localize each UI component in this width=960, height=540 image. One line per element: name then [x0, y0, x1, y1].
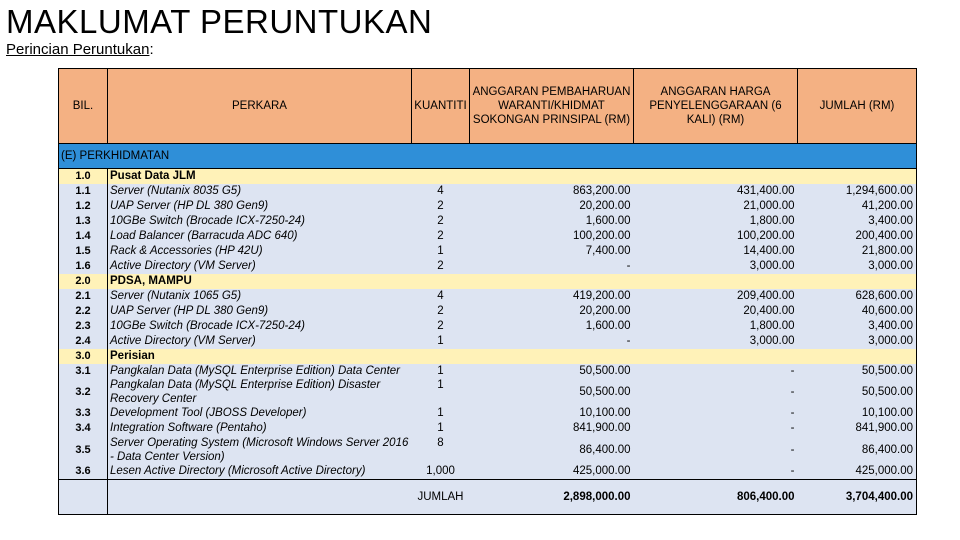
row-harga: 21,000.00 [634, 199, 798, 214]
row-jumlah: 841,900.00 [798, 421, 917, 436]
row-anggaran: 20,200.00 [470, 304, 634, 319]
table-row [59, 334, 917, 349]
row-anggaran: 86,400.00 [470, 436, 634, 464]
row-perkara: Integration Software (Pentaho) [108, 421, 412, 436]
row-anggaran: 1,600.00 [470, 319, 634, 334]
table-row [59, 304, 917, 319]
table-row [59, 274, 917, 289]
row-harga [634, 349, 798, 364]
table-row [59, 436, 917, 464]
row-kuantiti: 8 [412, 436, 470, 464]
row-jumlah: 3,000.00 [798, 334, 917, 349]
row-kuantiti: 1 [412, 378, 470, 406]
row-bil: 1.2 [59, 199, 108, 214]
row-perkara: 10GBe Switch (Brocade ICX-7250-24) [108, 214, 412, 229]
row-perkara: Server Operating System (Microsoft Windows Server 2016 - Data Center Version) [108, 436, 412, 464]
table-row [59, 244, 917, 259]
row-kuantiti: 1 [412, 364, 470, 378]
row-jumlah: 50,500.00 [798, 378, 917, 406]
row-jumlah: 628,600.00 [798, 289, 917, 304]
row-jumlah: 1,294,600.00 [798, 184, 917, 199]
row-harga: - [634, 464, 798, 480]
row-bil: 1.4 [59, 229, 108, 244]
row-bil: 1.6 [59, 259, 108, 274]
page-title: MAKLUMAT PERUNTUKAN [6, 3, 433, 40]
row-bil: 2.3 [59, 319, 108, 334]
row-perkara: PDSA, MAMPU [108, 274, 412, 289]
total-jumlah: 3,704,400.00 [798, 480, 917, 515]
row-jumlah: 40,600.00 [798, 304, 917, 319]
row-perkara: 10GBe Switch (Brocade ICX-7250-24) [108, 319, 412, 334]
row-anggaran: 20,200.00 [470, 199, 634, 214]
row-perkara: Active Directory (VM Server) [108, 334, 412, 349]
row-perkara: Load Balancer (Barracuda ADC 640) [108, 229, 412, 244]
table-row [59, 378, 917, 406]
row-anggaran: 1,600.00 [470, 214, 634, 229]
row-jumlah: 21,800.00 [798, 244, 917, 259]
row-anggaran: 841,900.00 [470, 421, 634, 436]
subtitle-colon: : [149, 41, 154, 58]
row-perkara: Perisian [108, 349, 412, 364]
row-perkara: Pangkalan Data (MySQL Enterprise Edition) Disaster Recovery Center [108, 378, 412, 406]
row-kuantiti: 1 [412, 406, 470, 421]
allocation-table [58, 68, 917, 515]
row-kuantiti: 2 [412, 319, 470, 334]
total-harga: 806,400.00 [634, 480, 798, 515]
row-anggaran [470, 169, 634, 185]
row-kuantiti: 2 [412, 199, 470, 214]
row-jumlah: 3,400.00 [798, 214, 917, 229]
header-anggaran: ANGGARAN PEMBAHARUAN WARANTI/KHIDMAT SOKONGAN PRINSIPAL (RM) [470, 69, 634, 144]
row-harga [634, 274, 798, 289]
page-subtitle [6, 40, 154, 60]
row-bil: 2.1 [59, 289, 108, 304]
row-kuantiti [412, 274, 470, 289]
row-bil: 3.2 [59, 378, 108, 406]
row-harga: 3,000.00 [634, 259, 798, 274]
table-row [59, 406, 917, 421]
row-kuantiti: 1 [412, 334, 470, 349]
row-anggaran [470, 274, 634, 289]
row-harga: - [634, 406, 798, 421]
row-jumlah: 41,200.00 [798, 199, 917, 214]
total-label: JUMLAH [412, 480, 470, 515]
total-blank [59, 480, 108, 515]
table-header-row [59, 69, 917, 144]
total-row [59, 480, 917, 515]
row-anggaran: - [470, 334, 634, 349]
total-blank [108, 480, 412, 515]
table-row [59, 464, 917, 480]
row-bil: 3.5 [59, 436, 108, 464]
row-harga: - [634, 421, 798, 436]
row-kuantiti: 4 [412, 289, 470, 304]
table-row [59, 319, 917, 334]
row-perkara: Pangkalan Data (MySQL Enterprise Edition) Data Center [108, 364, 412, 378]
row-harga: 431,400.00 [634, 184, 798, 199]
section-label: (E) PERKHIDMATAN [59, 144, 917, 169]
row-bil: 2.4 [59, 334, 108, 349]
row-anggaran: 7,400.00 [470, 244, 634, 259]
table-row [59, 421, 917, 436]
row-jumlah: 50,500.00 [798, 364, 917, 378]
row-kuantiti: 2 [412, 229, 470, 244]
row-bil: 3.0 [59, 349, 108, 364]
row-bil: 1.5 [59, 244, 108, 259]
row-perkara: Server (Nutanix 1065 G5) [108, 289, 412, 304]
row-jumlah: 86,400.00 [798, 436, 917, 464]
row-jumlah: 425,000.00 [798, 464, 917, 480]
row-anggaran: 50,500.00 [470, 378, 634, 406]
row-jumlah [798, 169, 917, 185]
header-jumlah: JUMLAH (RM) [798, 69, 917, 144]
row-kuantiti: 1 [412, 244, 470, 259]
row-harga: - [634, 436, 798, 464]
total-anggaran: 2,898,000.00 [470, 480, 634, 515]
row-perkara: UAP Server (HP DL 380 Gen9) [108, 199, 412, 214]
table-row [59, 364, 917, 378]
row-kuantiti [412, 169, 470, 185]
row-kuantiti: 1 [412, 421, 470, 436]
row-bil: 3.4 [59, 421, 108, 436]
row-harga: 14,400.00 [634, 244, 798, 259]
row-jumlah: 3,400.00 [798, 319, 917, 334]
row-kuantiti: 2 [412, 214, 470, 229]
section-row [59, 144, 917, 169]
row-harga: - [634, 378, 798, 406]
row-perkara: Development Tool (JBOSS Developer) [108, 406, 412, 421]
row-kuantiti: 2 [412, 259, 470, 274]
row-anggaran [470, 349, 634, 364]
row-harga: 3,000.00 [634, 334, 798, 349]
row-anggaran: 50,500.00 [470, 364, 634, 378]
row-jumlah: 200,400.00 [798, 229, 917, 244]
row-bil: 2.0 [59, 274, 108, 289]
row-kuantiti [412, 349, 470, 364]
row-jumlah: 3,000.00 [798, 259, 917, 274]
row-anggaran: 100,200.00 [470, 229, 634, 244]
row-bil: 1.0 [59, 169, 108, 185]
table-row [59, 184, 917, 199]
row-perkara: Server (Nutanix 8035 G5) [108, 184, 412, 199]
row-perkara: UAP Server (HP DL 380 Gen9) [108, 304, 412, 319]
row-bil: 1.3 [59, 214, 108, 229]
row-jumlah: 10,100.00 [798, 406, 917, 421]
table-row [59, 229, 917, 244]
row-anggaran: 10,100.00 [470, 406, 634, 421]
table-row [59, 214, 917, 229]
header-harga: ANGGARAN HARGA PENYELENGGARAAN (6 KALI) (RM) [634, 69, 798, 144]
row-harga [634, 169, 798, 185]
row-bil: 2.2 [59, 304, 108, 319]
table-row [59, 259, 917, 274]
row-kuantiti: 1,000 [412, 464, 470, 480]
header-perkara: PERKARA [108, 69, 412, 144]
row-kuantiti: 2 [412, 304, 470, 319]
row-anggaran: - [470, 259, 634, 274]
table-row [59, 169, 917, 185]
row-jumlah [798, 274, 917, 289]
row-harga: 209,400.00 [634, 289, 798, 304]
header-bil: BIL. [59, 69, 108, 144]
row-harga: 100,200.00 [634, 229, 798, 244]
row-harga: 20,400.00 [634, 304, 798, 319]
row-bil: 3.1 [59, 364, 108, 378]
table-row [59, 349, 917, 364]
row-bil: 1.1 [59, 184, 108, 199]
row-anggaran: 425,000.00 [470, 464, 634, 480]
row-bil: 3.3 [59, 406, 108, 421]
row-perkara: Pusat Data JLM [108, 169, 412, 185]
table-row [59, 199, 917, 214]
row-jumlah [798, 349, 917, 364]
row-harga: - [634, 364, 798, 378]
subtitle-text: Perincian Peruntukan [6, 41, 150, 58]
row-harga: 1,800.00 [634, 319, 798, 334]
row-bil: 3.6 [59, 464, 108, 480]
table-row [59, 289, 917, 304]
row-perkara: Rack & Accessories (HP 42U) [108, 244, 412, 259]
row-perkara: Active Directory (VM Server) [108, 259, 412, 274]
header-kuantiti: KUANTITI [412, 69, 470, 144]
row-kuantiti: 4 [412, 184, 470, 199]
row-perkara: Lesen Active Directory (Microsoft Active Directory) [108, 464, 412, 480]
row-harga: 1,800.00 [634, 214, 798, 229]
row-anggaran: 863,200.00 [470, 184, 634, 199]
row-anggaran: 419,200.00 [470, 289, 634, 304]
